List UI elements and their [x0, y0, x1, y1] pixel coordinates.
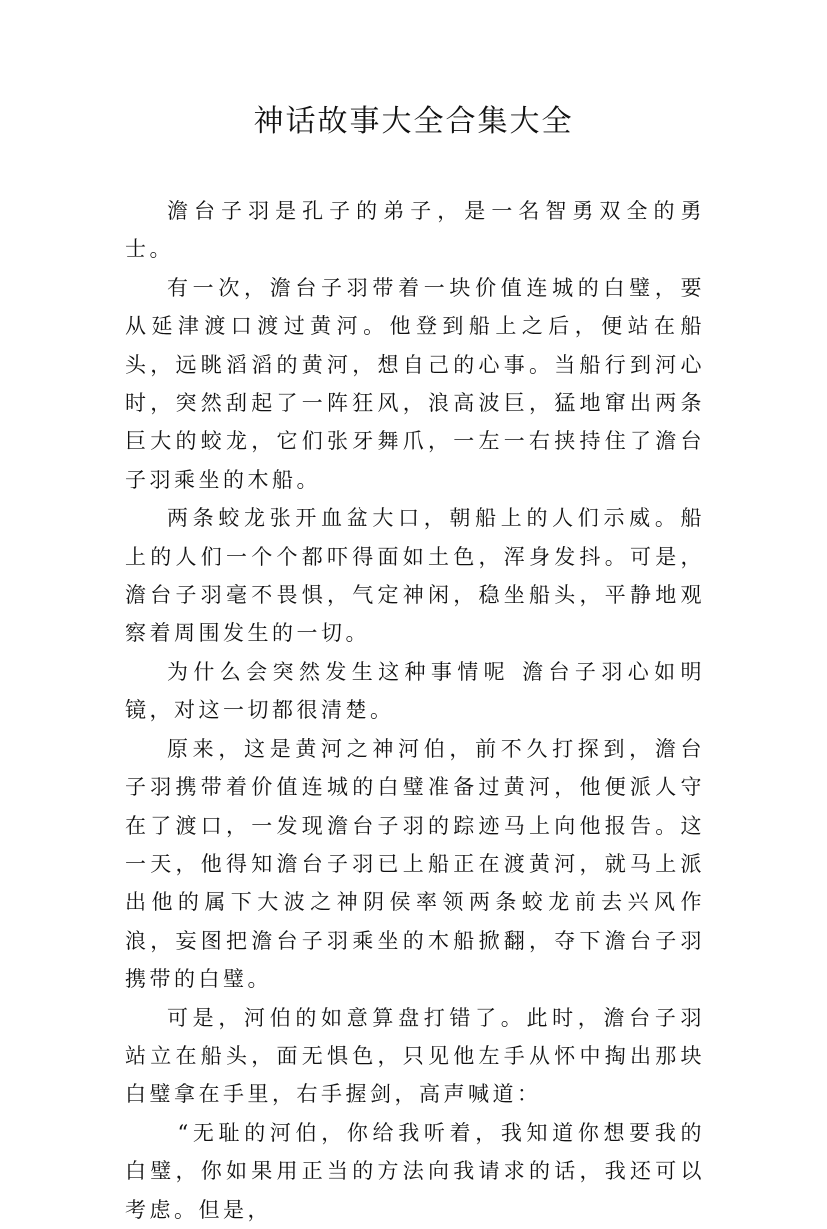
paragraph: 澹台子羽是孔子的弟子，是一名智勇双全的勇士。 [125, 199, 705, 262]
paragraph: “无耻的河伯，你给我听着，我知道你想要我的白璧，你如果用正当的方法向我请求的话，我还可以考虑。但是， [125, 1120, 705, 1222]
paragraph: 两条蛟龙张开血盆大口，朝船上的人们示威。船上的人们一个个都吓得面如土色，浑身发抖。可是，澹台子羽毫不畏惧，气定神闲，稳坐船头，平静地观察着周围发生的一切。 [125, 506, 705, 646]
paragraph: 原来，这是黄河之神河伯，前不久打探到，澹台子羽携带着价值连城的白璧准备过黄河，他便派人守在了渡口，一发现澹台子羽的踪迹马上向他报告。这一天，他得知澹台子羽已上船正在渡黄河，就马上派出他的属下大波之神阴侯率领两条蛟龙前去兴风作浪，妄图把澹台子羽乘坐的木船掀翻，夺下澹台子羽携带的白璧。 [125, 736, 705, 992]
document-body [125, 192, 705, 1229]
paragraph: 可是，河伯的如意算盘打错了。此时，澹台子羽站立在船头，面无惧色，只见他左手从怀中掏出那块白璧拿在手里，右手握剑，高声喊道： [125, 1005, 705, 1107]
paragraph: 为什么会突然发生这种事情呢 澹台子羽心如明镜，对这一切都很清楚。 [125, 659, 705, 723]
paragraph: 有一次，澹台子羽带着一块价值连城的白璧，要从延津渡口渡过黄河。他登到船上之后，便站在船头，远眺滔滔的黄河，想自己的心事。当船行到河心时，突然刮起了一阵狂风，浪高波巨，猛地窜出两条巨大的蛟龙，它们张牙舞爪，一左一右挟持住了澹台子羽乘坐的木船。 [125, 275, 705, 492]
document-title: 神话故事大全合集大全 [253, 104, 574, 139]
